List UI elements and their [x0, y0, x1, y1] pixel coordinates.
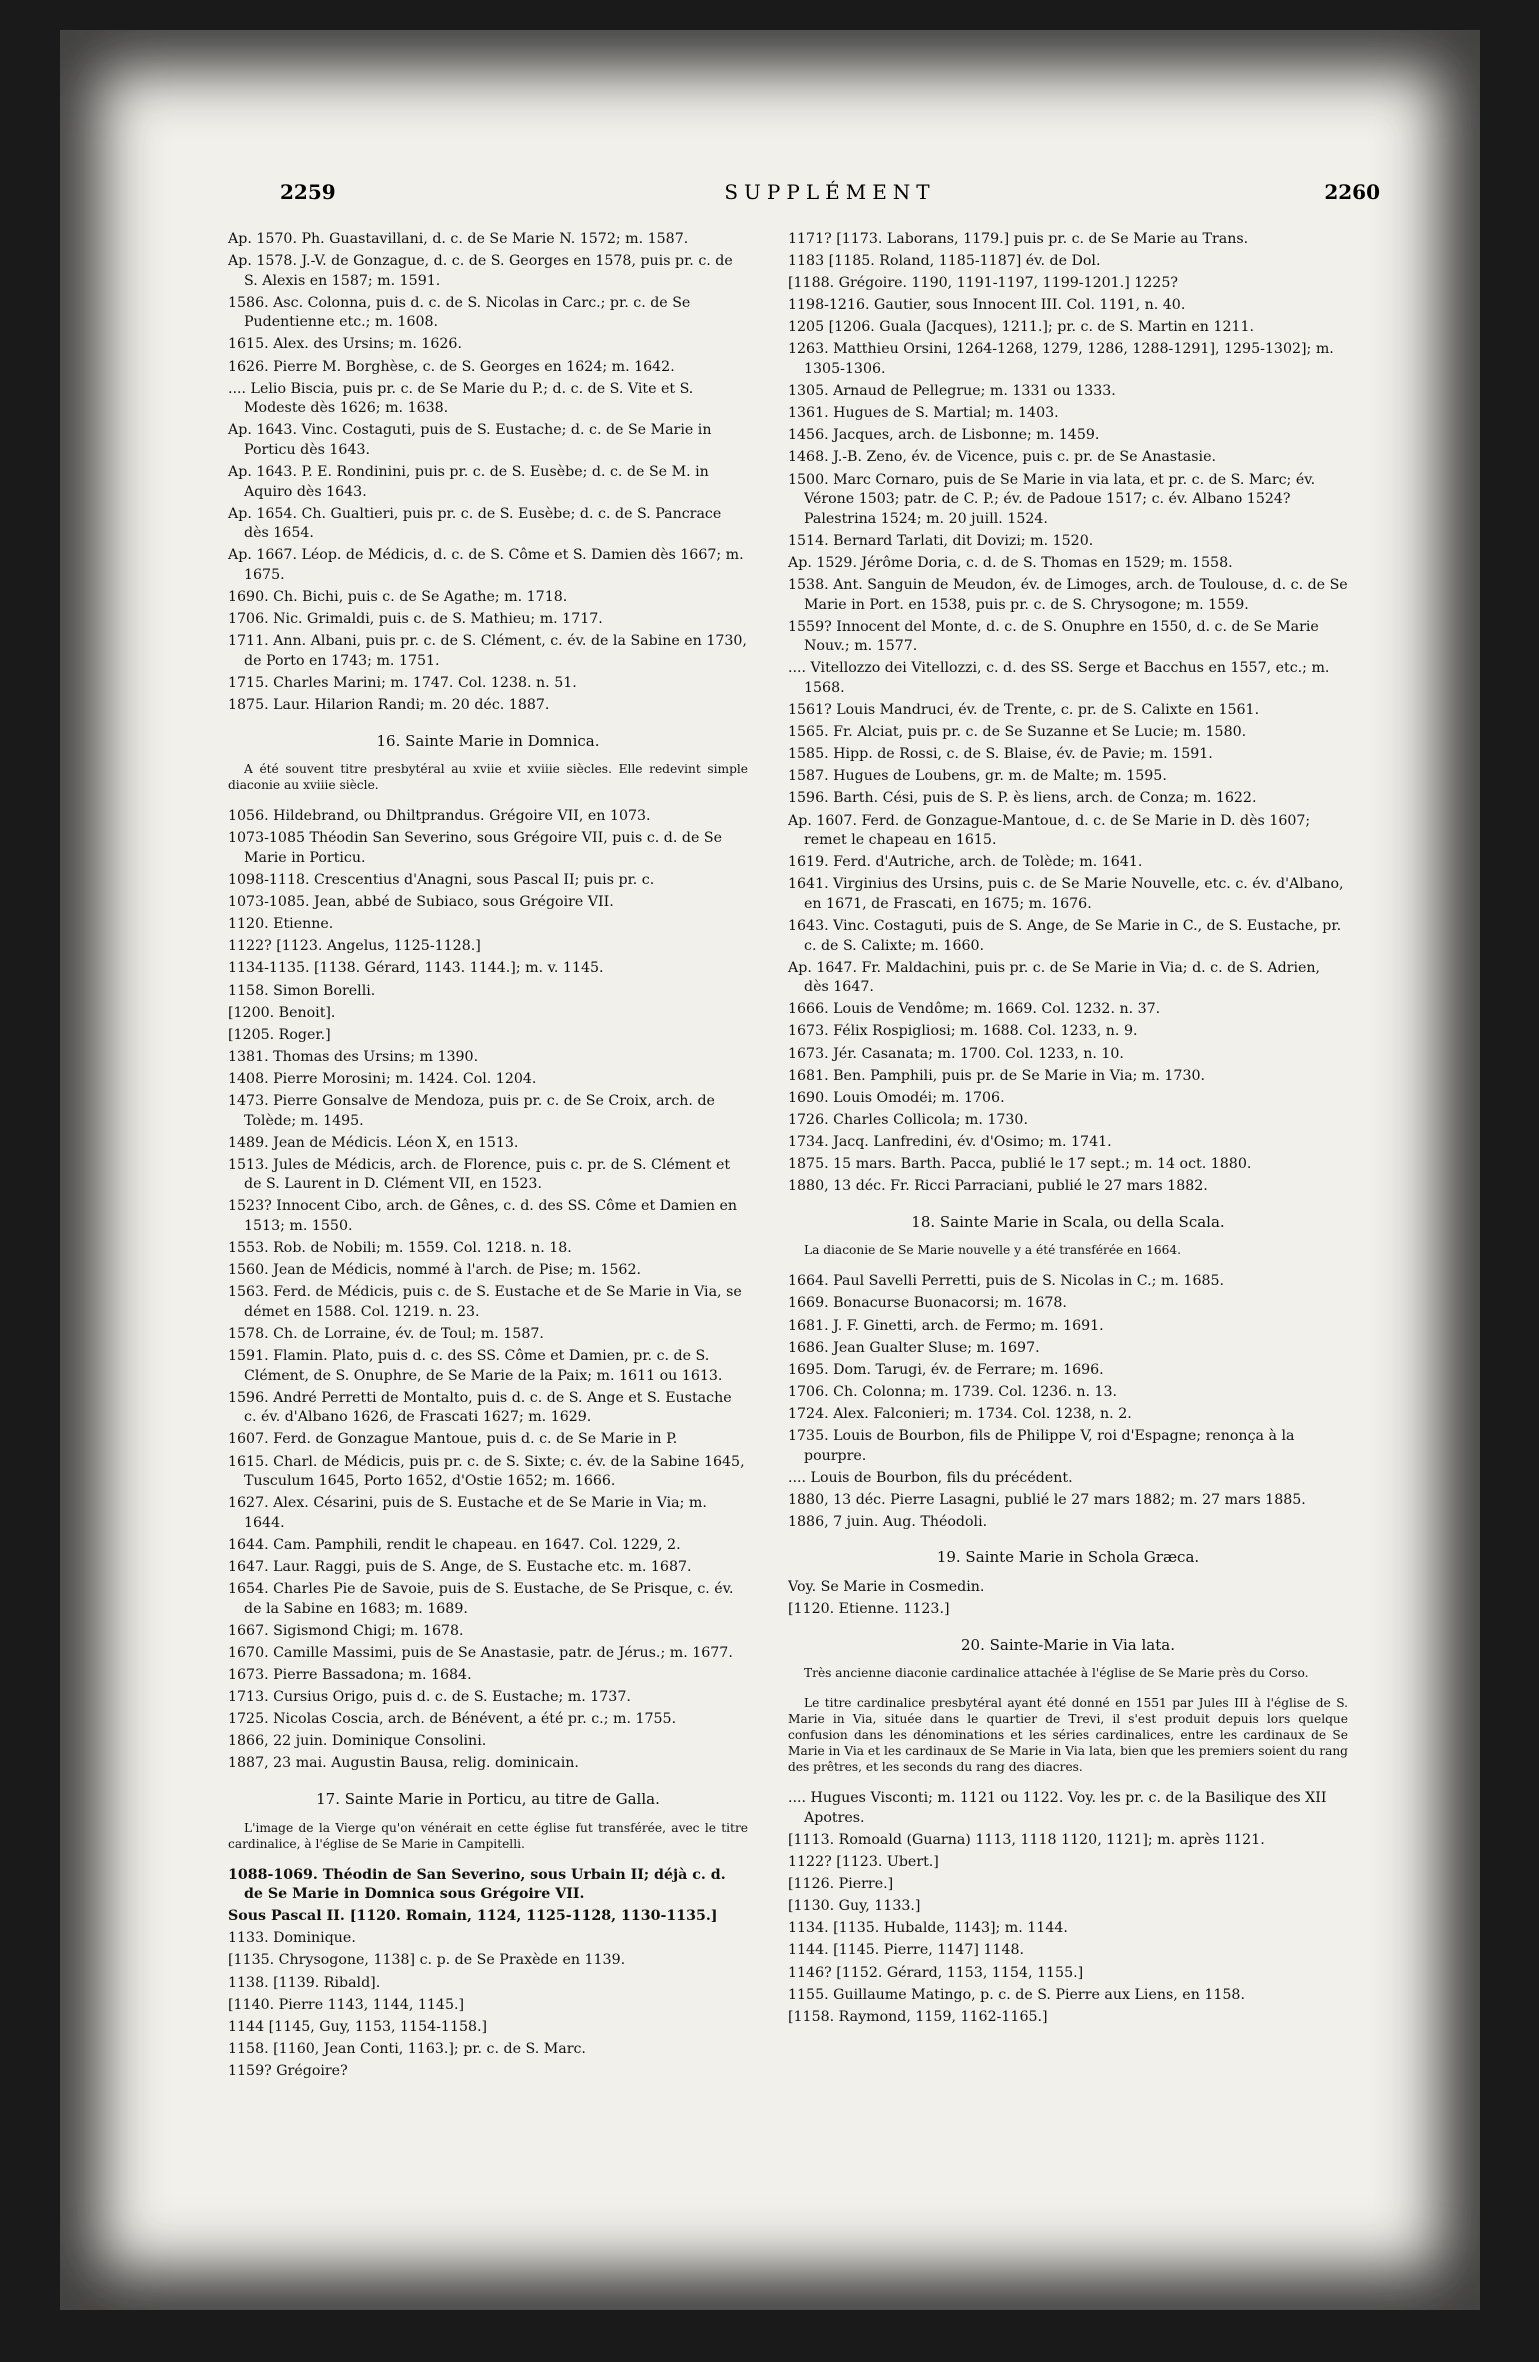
list-item: 1615. Charl. de Médicis, puis pr. c. de S. Sixte; c. év. de la Sabine 1645, Tusculum 1645, Porto 1652, d'Ostie 1652; m. 1666. — [228, 1453, 745, 1490]
list-item: Ap. 1643. Vinc. Costaguti, puis de S. Eustache; d. c. de Se Marie in Porticu dès 1643. — [228, 422, 712, 458]
list-item: 1619. Ferd. d'Autriche, arch. de Tolède; m. 1641. — [788, 854, 1143, 871]
list-item: 1138. [1139. Ribald]. — [228, 1974, 381, 1991]
list-item: 1563. Ferd. de Médicis, puis c. de S. Eustache et de Se Marie in Via, se démet en 1588. Col. 1219. n. 23. — [228, 1284, 742, 1320]
list-item: Ap. 1647. Fr. Maldachini, puis pr. c. de Se Marie in Via; d. c. de S. Adrien, dès 1647. — [788, 959, 1321, 996]
list-item: 1615. Alex. des Ursins; m. 1626. — [228, 336, 462, 353]
list-item: Ap. 1643. P. E. Rondinini, puis pr. c. de S. Eusèbe; d. c. de Se M. in Aquiro dès 1643. — [228, 464, 709, 500]
entry-list — [788, 1272, 1348, 1532]
list-item: 1513. Jules de Médicis, arch. de Florence, puis c. pr. de S. Clément et de S. Laurent in D. Clément VII, en 1523. — [228, 1156, 731, 1193]
list-item: 1725. Nicolas Coscia, arch. de Bénévent, a été pr. c.; m. 1755. — [228, 1711, 677, 1728]
list-item: 1146? [1152. Gérard, 1153, 1154, 1155.] — [788, 1964, 1084, 1981]
entry-list — [788, 230, 1348, 1197]
list-item: [1120. Etienne. 1123.] — [788, 1601, 950, 1618]
list-item: Voy. Se Marie in Cosmedin. — [788, 1579, 985, 1596]
page-number-left: 2259 — [280, 180, 336, 204]
list-item: 1587. Hugues de Loubens, gr. m. de Malte; m. 1595. — [788, 768, 1167, 785]
list-item: 1724. Alex. Falconieri; m. 1734. Col. 1238, n. 2. — [788, 1405, 1132, 1422]
list-item: 1473. Pierre Gonsalve de Mendoza, puis pr. c. de Se Croix, arch. de Tolède; m. 1495. — [228, 1092, 715, 1129]
list-item: 1578. Ch. de Lorraine, év. de Toul; m. 1587. — [228, 1326, 544, 1342]
list-item: 1673. Félix Rospigliosi; m. 1688. Col. 1233, n. 9. — [788, 1023, 1138, 1040]
list-item: 1711. Ann. Albani, puis pr. c. de S. Clément, c. év. de la Sabine en 1730, de Porto en 1743; m. 1751. — [228, 633, 747, 669]
list-item: 1489. Jean de Médicis. Léon X, en 1513. — [228, 1134, 519, 1151]
list-item: 1073-1085 Théodin San Severino, sous Grégoire VII, puis c. d. de Se Marie in Porticu. — [228, 830, 722, 866]
list-item: Ap. 1578. J.-V. de Gonzague, d. c. de S. Georges en 1578, puis pr. c. de S. Alexis en 1587; m. 1591. — [228, 253, 733, 289]
list-item: 1120. Etienne. — [228, 916, 334, 933]
list-item: 1647. Laur. Raggi, puis de S. Ange, de S. Eustache etc. m. 1687. — [228, 1559, 692, 1576]
list-item: 1122? [1123. Ubert.] — [788, 1854, 939, 1871]
list-item: 1886, 7 juin. Aug. Théodoli. — [788, 1513, 988, 1530]
left-column — [228, 230, 748, 2084]
list-item: 1158. [1160, Jean Conti, 1163.]; pr. c. de S. Marc. — [228, 2040, 586, 2057]
list-item: 1627. Alex. Césarini, puis de S. Eustache et de Se Marie in Via; m. 1644. — [228, 1495, 707, 1531]
list-item: 1654. Charles Pie de Savoie, puis de S. Eustache, de Se Prisque, c. év. de la Sabine en 1683; m. 1689. — [228, 1581, 734, 1617]
list-item: 1456. Jacques, arch. de Lisbonne; m. 1459. — [788, 427, 1100, 444]
list-item: 1198-1216. Gautier, sous Innocent III. Col. 1191, n. 40. — [788, 297, 1186, 314]
list-item: 1667. Sigismond Chigi; m. 1678. — [228, 1622, 464, 1639]
list-item: 1122? [1123. Angelus, 1125-1128.] — [228, 938, 481, 955]
list-item: 1523? Innocent Cibo, arch. de Gênes, c. d. des SS. Côme et Damien en 1513; m. 1550. — [228, 1198, 738, 1235]
section-note: L'image de la Vierge qu'on vénérait en cette église fut transférée, avec le titre cardinalice, à l'église de Se Marie in Campitelli. — [228, 1820, 748, 1851]
list-item: 1144. [1145. Pierre, 1147] 1148. — [788, 1942, 1025, 1959]
section-note: Le titre cardinalice presbytéral ayant été donné en 1551 par Jules III à l'église de S. Marie in Via, située dans le quartier de Trevi, il s'est produit depuis lors quelque confusion dans les dénominations et les séries cardinalices, entre les cardinaux de Se Marie in Via et les cardinaux de Se Marie in Via lata, bien que les premiers soient du rang des prêtres, et les seconds du rang des diacres. — [788, 1696, 1348, 1775]
list-item: 1880, 13 déc. Fr. Ricci Parraciani, publié le 27 mars 1882. — [788, 1178, 1208, 1195]
list-item: 1596. André Perretti de Montalto, puis d. c. de S. Ange et S. Eustache c. év. d'Albano 1626, de Frascati 1627; m. 1629. — [228, 1389, 732, 1426]
list-item: 1875. 15 mars. Barth. Pacca, publié le 17 sept.; m. 14 oct. 1880. — [788, 1156, 1252, 1173]
entry-list — [228, 807, 748, 1774]
list-item: 1643. Vinc. Costaguti, puis de S. Ange, de Se Marie in C., de S. Eustache, pr. c. de S. Calixte; m. 1660. — [788, 918, 1342, 954]
list-item: Ap. 1667. Léop. de Médicis, d. c. de S. Côme et S. Damien dès 1667; m. 1675. — [228, 547, 744, 583]
list-item: 1586. Asc. Colonna, puis d. c. de S. Nicolas in Carc.; pr. c. de Se Pudentienne etc.; m. 1608. — [228, 294, 691, 331]
entry-list — [788, 1789, 1348, 2027]
list-item: 1500. Marc Cornaro, puis de Se Marie in via lata, et pr. c. de S. Marc; év. Vérone 1503; patr. de C. P.; év. de Padoue 1517; c. év. Albano 1524? Palestrina 1524; m. 20 juill. 1524. — [788, 471, 1316, 527]
list-item: [1130. Guy, 1133.] — [788, 1898, 921, 1915]
list-item: Ap. 1654. Ch. Gualtieri, puis pr. c. de S. Eusèbe; d. c. de S. Pancrace dès 1654. — [228, 505, 722, 542]
list-item: 1706. Nic. Grimaldi, puis c. de S. Mathieu; m. 1717. — [228, 611, 603, 628]
section-title: 20. Sainte-Marie in Via lata. — [961, 1635, 1175, 1654]
list-item: 1171? [1173. Laborans, 1179.] puis pr. c. de Se Marie au Trans. — [788, 231, 1249, 247]
section-title: 17. Sainte Marie in Porticu, au titre de Galla. — [316, 1789, 660, 1808]
section-note: La diaconie de Se Marie nouvelle y a été transférée en 1664. — [804, 1243, 1181, 1258]
list-item: 1690. Louis Omodéi; m. 1706. — [788, 1089, 1005, 1106]
list-item: 1088-1069. Théodin de San Severino, sous Urbain II; déjà c. d. de Se Marie in Domnica sous Grégoire VII. — [228, 1866, 726, 1903]
list-item: 1205 [1206. Guala (Jacques), 1211.]; pr. c. de S. Martin en 1211. — [788, 319, 1255, 336]
list-item: 1681. Ben. Pamphili, puis pr. de Se Marie in Via; m. 1730. — [788, 1067, 1206, 1084]
list-item: 1073-1085. Jean, abbé de Subiaco, sous Grégoire VII. — [228, 894, 614, 911]
list-item: 1183 [1185. Roland, 1185-1187] év. de Dol. — [788, 253, 1101, 270]
list-item: Ap. 1529. Jérôme Doria, c. d. de S. Thomas en 1529; m. 1558. — [788, 554, 1233, 571]
list-item: 1734. Jacq. Lanfredini, év. d'Osimo; m. 1741. — [788, 1133, 1112, 1150]
list-item: [1113. Romoald (Guarna) 1113, 1118 1120, 1121]; m. après 1121. — [788, 1832, 1265, 1848]
page-number-right: 2260 — [1324, 180, 1380, 204]
list-item: 1686. Jean Gualter Sluse; m. 1697. — [788, 1339, 1040, 1356]
list-item: 1887, 23 mai. Augustin Bausa, relig. dominicain. — [228, 1755, 579, 1772]
list-item: 1559? Innocent del Monte, d. c. de S. Onuphre en 1550, d. c. de Se Marie Nouv.; m. 1577. — [788, 618, 1319, 655]
list-item: [1200. Benoit]. — [228, 1004, 336, 1021]
list-item: 1726. Charles Collicola; m. 1730. — [788, 1111, 1028, 1128]
list-item: 1381. Thomas des Ursins; m 1390. — [228, 1048, 479, 1065]
list-item: 1673. Jér. Casanata; m. 1700. Col. 1233, n. 10. — [788, 1045, 1124, 1062]
section-title: 18. Sainte Marie in Scala, ou della Scala. — [911, 1212, 1225, 1231]
list-item: 1159? Grégoire? — [228, 2062, 348, 2079]
scanned-page — [60, 30, 1480, 2310]
list-item: 1866, 22 juin. Dominique Consolini. — [228, 1733, 487, 1750]
section-note: A été souvent titre presbytéral au xviie et xviiie siècles. Elle redevint simple diaconie au xviiie siècle. — [228, 762, 748, 793]
list-item: 1133. Dominique. — [228, 1930, 356, 1947]
list-item: 1664. Paul Savelli Perretti, puis de S. Nicolas in C.; m. 1685. — [788, 1273, 1225, 1290]
list-item: Ap. 1607. Ferd. de Gonzague-Mantoue, d. c. de Se Marie in D. dès 1607; remet le chapeau en 1615. — [788, 812, 1311, 849]
entry-list — [788, 1578, 1348, 1620]
list-item: 1670. Camille Massimi, puis de Se Anastasie, patr. de Jérus.; m. 1677. — [228, 1644, 733, 1661]
list-item: 1875. Laur. Hilarion Randi; m. 20 déc. 1887. — [228, 697, 550, 714]
list-item: 1056. Hildebrand, ou Dhiltprandus. Grégoire VII, en 1073. — [228, 808, 651, 825]
list-item: 1468. J.-B. Zeno, év. de Vicence, puis c. pr. de Se Anastasie. — [788, 449, 1216, 466]
page-header — [280, 180, 1380, 220]
entry-list — [228, 1866, 748, 2082]
list-item: [1188. Grégoire. 1190, 1191-1197, 1199-1201.] 1225? — [788, 275, 1178, 292]
list-item: 1713. Cursius Origo, puis d. c. de S. Eustache; m. 1737. — [228, 1689, 631, 1706]
section-title: 19. Sainte Marie in Schola Græca. — [936, 1548, 1200, 1567]
list-item: 1585. Hipp. de Rossi, c. de S. Blaise, év. de Pavie; m. 1591. — [788, 746, 1213, 763]
list-item: 1538. Ant. Sanguin de Meudon, év. de Limoges, arch. de Toulouse, d. c. de Se Marie in Port. en 1538, puis pr. c. de S. Chrysogone; m. 1559. — [788, 577, 1348, 613]
list-item: Sous Pascal II. [1120. Romain, 1124, 1125-1128, 1130-1135.] — [228, 1908, 718, 1925]
list-item: 1263. Matthieu Orsini, 1264-1268, 1279, 1286, 1288-1291], 1295-1302]; m. 1305-1306. — [788, 341, 1334, 378]
list-item: 1134-1135. [1138. Gérard, 1143. 1144.]; m. v. 1145. — [228, 960, 604, 977]
list-item: 1695. Dom. Tarugi, év. de Ferrare; m. 1696. — [788, 1361, 1104, 1378]
list-item: [1126. Pierre.] — [788, 1876, 894, 1893]
list-item: 1626. Pierre M. Borghèse, c. de S. Georges en 1624; m. 1642. — [228, 358, 675, 375]
list-item: [1205. Roger.] — [228, 1026, 331, 1043]
list-item: 1560. Jean de Médicis, nommé à l'arch. de Pise; m. 1562. — [228, 1262, 641, 1279]
list-item: 1641. Virginius des Ursins, puis c. de Se Marie Nouvelle, etc. c. év. d'Albano, en 1671, de Frascati, en 1675; m. 1676. — [788, 876, 1344, 912]
section-note: Très ancienne diaconie cardinalice attachée à l'église de Se Marie près du Corso. — [804, 1666, 1309, 1681]
list-item: Ap. 1570. Ph. Guastavillani, d. c. de Se Marie N. 1572; m. 1587. — [228, 231, 689, 247]
list-item: 1514. Bernard Tarlati, dit Dovizi; m. 1520. — [788, 532, 1094, 549]
running-title: SUPPLÉMENT — [724, 180, 936, 204]
list-item: [1158. Raymond, 1159, 1162-1165.] — [788, 2008, 1048, 2025]
right-column — [788, 230, 1348, 2030]
list-item: 1565. Fr. Alciat, puis pr. c. de Se Suzanne et Se Lucie; m. 1580. — [788, 724, 1247, 741]
list-item: 1596. Barth. Cési, puis de S. P. ès liens, arch. de Conza; m. 1622. — [788, 790, 1257, 807]
list-item: 1666. Louis de Vendôme; m. 1669. Col. 1232. n. 37. — [788, 1001, 1161, 1018]
list-item: 1408. Pierre Morosini; m. 1424. Col. 1204. — [228, 1070, 537, 1087]
entry-list — [228, 230, 748, 716]
list-item: .... Louis de Bourbon, fils du précédent. — [788, 1469, 1073, 1486]
list-item: 1361. Hugues de S. Martial; m. 1403. — [788, 405, 1059, 422]
list-item: 1158. Simon Borelli. — [228, 982, 376, 999]
list-item: [1135. Chrysogone, 1138] c. p. de Se Praxède en 1139. — [228, 1952, 626, 1969]
list-item: .... Vitellozzo dei Vitellozzi, c. d. des SS. Serge et Bacchus en 1557, etc.; m. 1568. — [788, 660, 1330, 696]
list-item: 1134. [1135. Hubalde, 1143]; m. 1144. — [788, 1920, 1068, 1937]
list-item: 1305. Arnaud de Pellegrue; m. 1331 ou 1333. — [788, 383, 1116, 400]
list-item: 1561? Louis Mandruci, év. de Trente, c. pr. de S. Calixte en 1561. — [788, 702, 1260, 719]
section-title: 16. Sainte Marie in Domnica. — [376, 731, 600, 750]
list-item: 1155. Guillaume Matingo, p. c. de S. Pierre aux Liens, en 1158. — [788, 1986, 1245, 2003]
list-item: 1673. Pierre Bassadona; m. 1684. — [228, 1667, 472, 1683]
list-item: 1880, 13 déc. Pierre Lasagni, publié le 27 mars 1882; m. 27 mars 1885. — [788, 1491, 1306, 1508]
list-item: 1669. Bonacurse Buonacorsi; m. 1678. — [788, 1295, 1067, 1312]
list-item: [1140. Pierre 1143, 1144, 1145.] — [228, 1996, 465, 2013]
list-item: 1715. Charles Marini; m. 1747. Col. 1238. n. 51. — [228, 674, 577, 691]
list-item: 1607. Ferd. de Gonzague Mantoue, puis d. c. de Se Marie in P. — [228, 1431, 678, 1448]
list-item: 1144 [1145, Guy, 1153, 1154-1158.] — [228, 2018, 488, 2035]
list-item: 1690. Ch. Bichi, puis c. de Se Agathe; m. 1718. — [228, 589, 568, 606]
list-item: 1098-1118. Crescentius d'Anagni, sous Pascal II; puis pr. c. — [228, 872, 655, 889]
list-item: .... Hugues Visconti; m. 1121 ou 1122. Voy. les pr. c. de la Basilique des XII Apotres. — [788, 1790, 1327, 1826]
list-item: 1591. Flamin. Plato, puis d. c. des SS. Côme et Damien, pr. c. de S. Clément, de S. Onuphre, de Se Marie de la Paix; m. 1611 ou 1613. — [228, 1348, 723, 1384]
list-item: 1644. Cam. Pamphili, rendit le chapeau. en 1647. Col. 1229, 2. — [228, 1536, 681, 1553]
list-item: .... Lelio Biscia, puis pr. c. de Se Marie du P.; d. c. de S. Vite et S. Modeste dès 1626; m. 1638. — [228, 380, 694, 417]
list-item: 1706. Ch. Colonna; m. 1739. Col. 1236. n. 13. — [788, 1383, 1118, 1400]
list-item: 1681. J. F. Ginetti, arch. de Fermo; m. 1691. — [788, 1317, 1104, 1334]
list-item: 1553. Rob. de Nobili; m. 1559. Col. 1218. n. 18. — [228, 1240, 572, 1257]
list-item: 1735. Louis de Bourbon, fils de Philippe V, roi d'Espagne; renonça à la pourpre. — [788, 1427, 1295, 1464]
